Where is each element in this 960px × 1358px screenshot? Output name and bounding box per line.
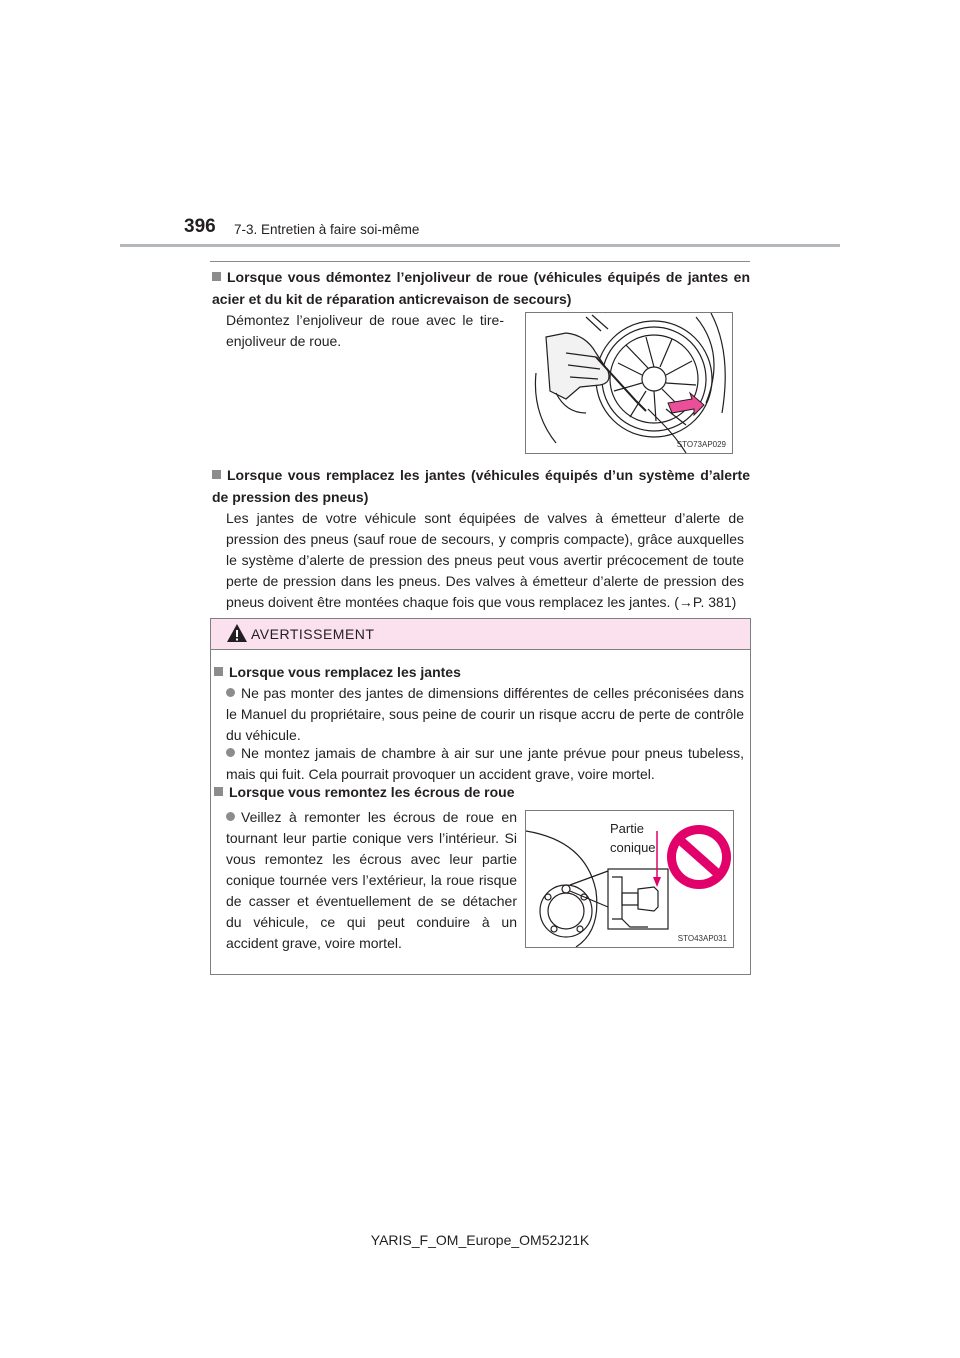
- tpms-paragraph: Les jantes de votre véhicule sont équipées de valves à émetteur d’alerte de pression des pneus (sauf roue de secours, y compris compacte), grâce auxquelles le système d’alerte de pression des pneus peut vous avertir précocement de toute perte de pression dans les pneus. Des valves à émetteur d’alerte de pression des pneus doivent être montées chaque fois que vous remplacez les jantes. (→P. 381): [226, 510, 744, 610]
- figure-label: [610, 819, 656, 857]
- warning-item-text: Veillez à remonter les écrous de roue en tournant leur partie conique vers l’intérieur. Si vous remontez les écrous avec leur partie conique tournée vers l’extérieur, la roue risque de casser et éventuellement de se détacher du véhicule, ce qui peut conduire à un accident grave, voire mortel.: [226, 809, 517, 951]
- figure-code: STO43AP031: [677, 934, 727, 943]
- figure-label-line-1: Partie: [610, 821, 644, 836]
- figure-label-line-2: conique: [610, 840, 656, 855]
- wheel-nut-figure: [525, 810, 734, 948]
- section-heading-tpms: [212, 464, 750, 508]
- wheel-cover-illustration: [526, 313, 732, 453]
- round-bullet-icon: [226, 812, 235, 821]
- warning-heading-text: Lorsque vous remplacez les jantes: [229, 664, 461, 680]
- warning-title: AVERTISSEMENT: [251, 626, 375, 642]
- warning-heading-nuts: [214, 781, 744, 803]
- section-heading-wheel-cover: [212, 266, 750, 310]
- round-bullet-icon: [226, 748, 235, 757]
- round-bullet-icon: [226, 688, 235, 697]
- wheel-cover-removal-figure: [525, 312, 733, 454]
- square-bullet-icon: [212, 272, 221, 281]
- square-bullet-icon: [212, 470, 221, 479]
- page-number: 396: [184, 216, 216, 237]
- document-footer: YARIS_F_OM_Europe_OM52J21K: [370, 1232, 590, 1248]
- warning-item: [226, 683, 744, 746]
- warning-header: [211, 619, 750, 650]
- section-title: 7-3. Entretien à faire soi-même: [234, 222, 420, 237]
- warning-triangle-icon: [226, 623, 248, 643]
- warning-item-text: Ne pas monter des jantes de dimensions différentes de celles préconisées dans le Manuel du propriétaire, sous peine de courir un risque accru de perte de contrôle du véhicule.: [226, 685, 744, 743]
- warning-item: [226, 743, 744, 785]
- warning-item-text: Ne montez jamais de chambre à air sur une jante prévue pour pneus tubeless, mais qui fuit. Cela pourrait provoquer un accident grave, voire mortel.: [226, 745, 744, 782]
- warning-box: [210, 618, 751, 975]
- warning-heading-rims: [214, 661, 744, 683]
- wheel-cover-instruction: Démontez l’enjoliveur de roue avec le tire-enjoliveur de roue.: [226, 312, 504, 349]
- section-heading-text: Lorsque vous démontez l’enjoliveur de roue (véhicules équipés de jantes en acier et du kit de réparation anticrevaison de secours): [212, 269, 750, 307]
- square-bullet-icon: [214, 787, 223, 796]
- square-bullet-icon: [214, 667, 223, 676]
- warning-item: [226, 807, 517, 954]
- warning-heading-text: Lorsque vous remontez les écrous de roue: [229, 784, 515, 800]
- section-heading-text: Lorsque vous remplacez les jantes (véhicules équipés d’un système d’alerte de pression des pneus): [212, 467, 750, 505]
- content-divider: [210, 261, 750, 262]
- header-divider: [120, 244, 840, 247]
- figure-code: STO73AP029: [676, 440, 726, 449]
